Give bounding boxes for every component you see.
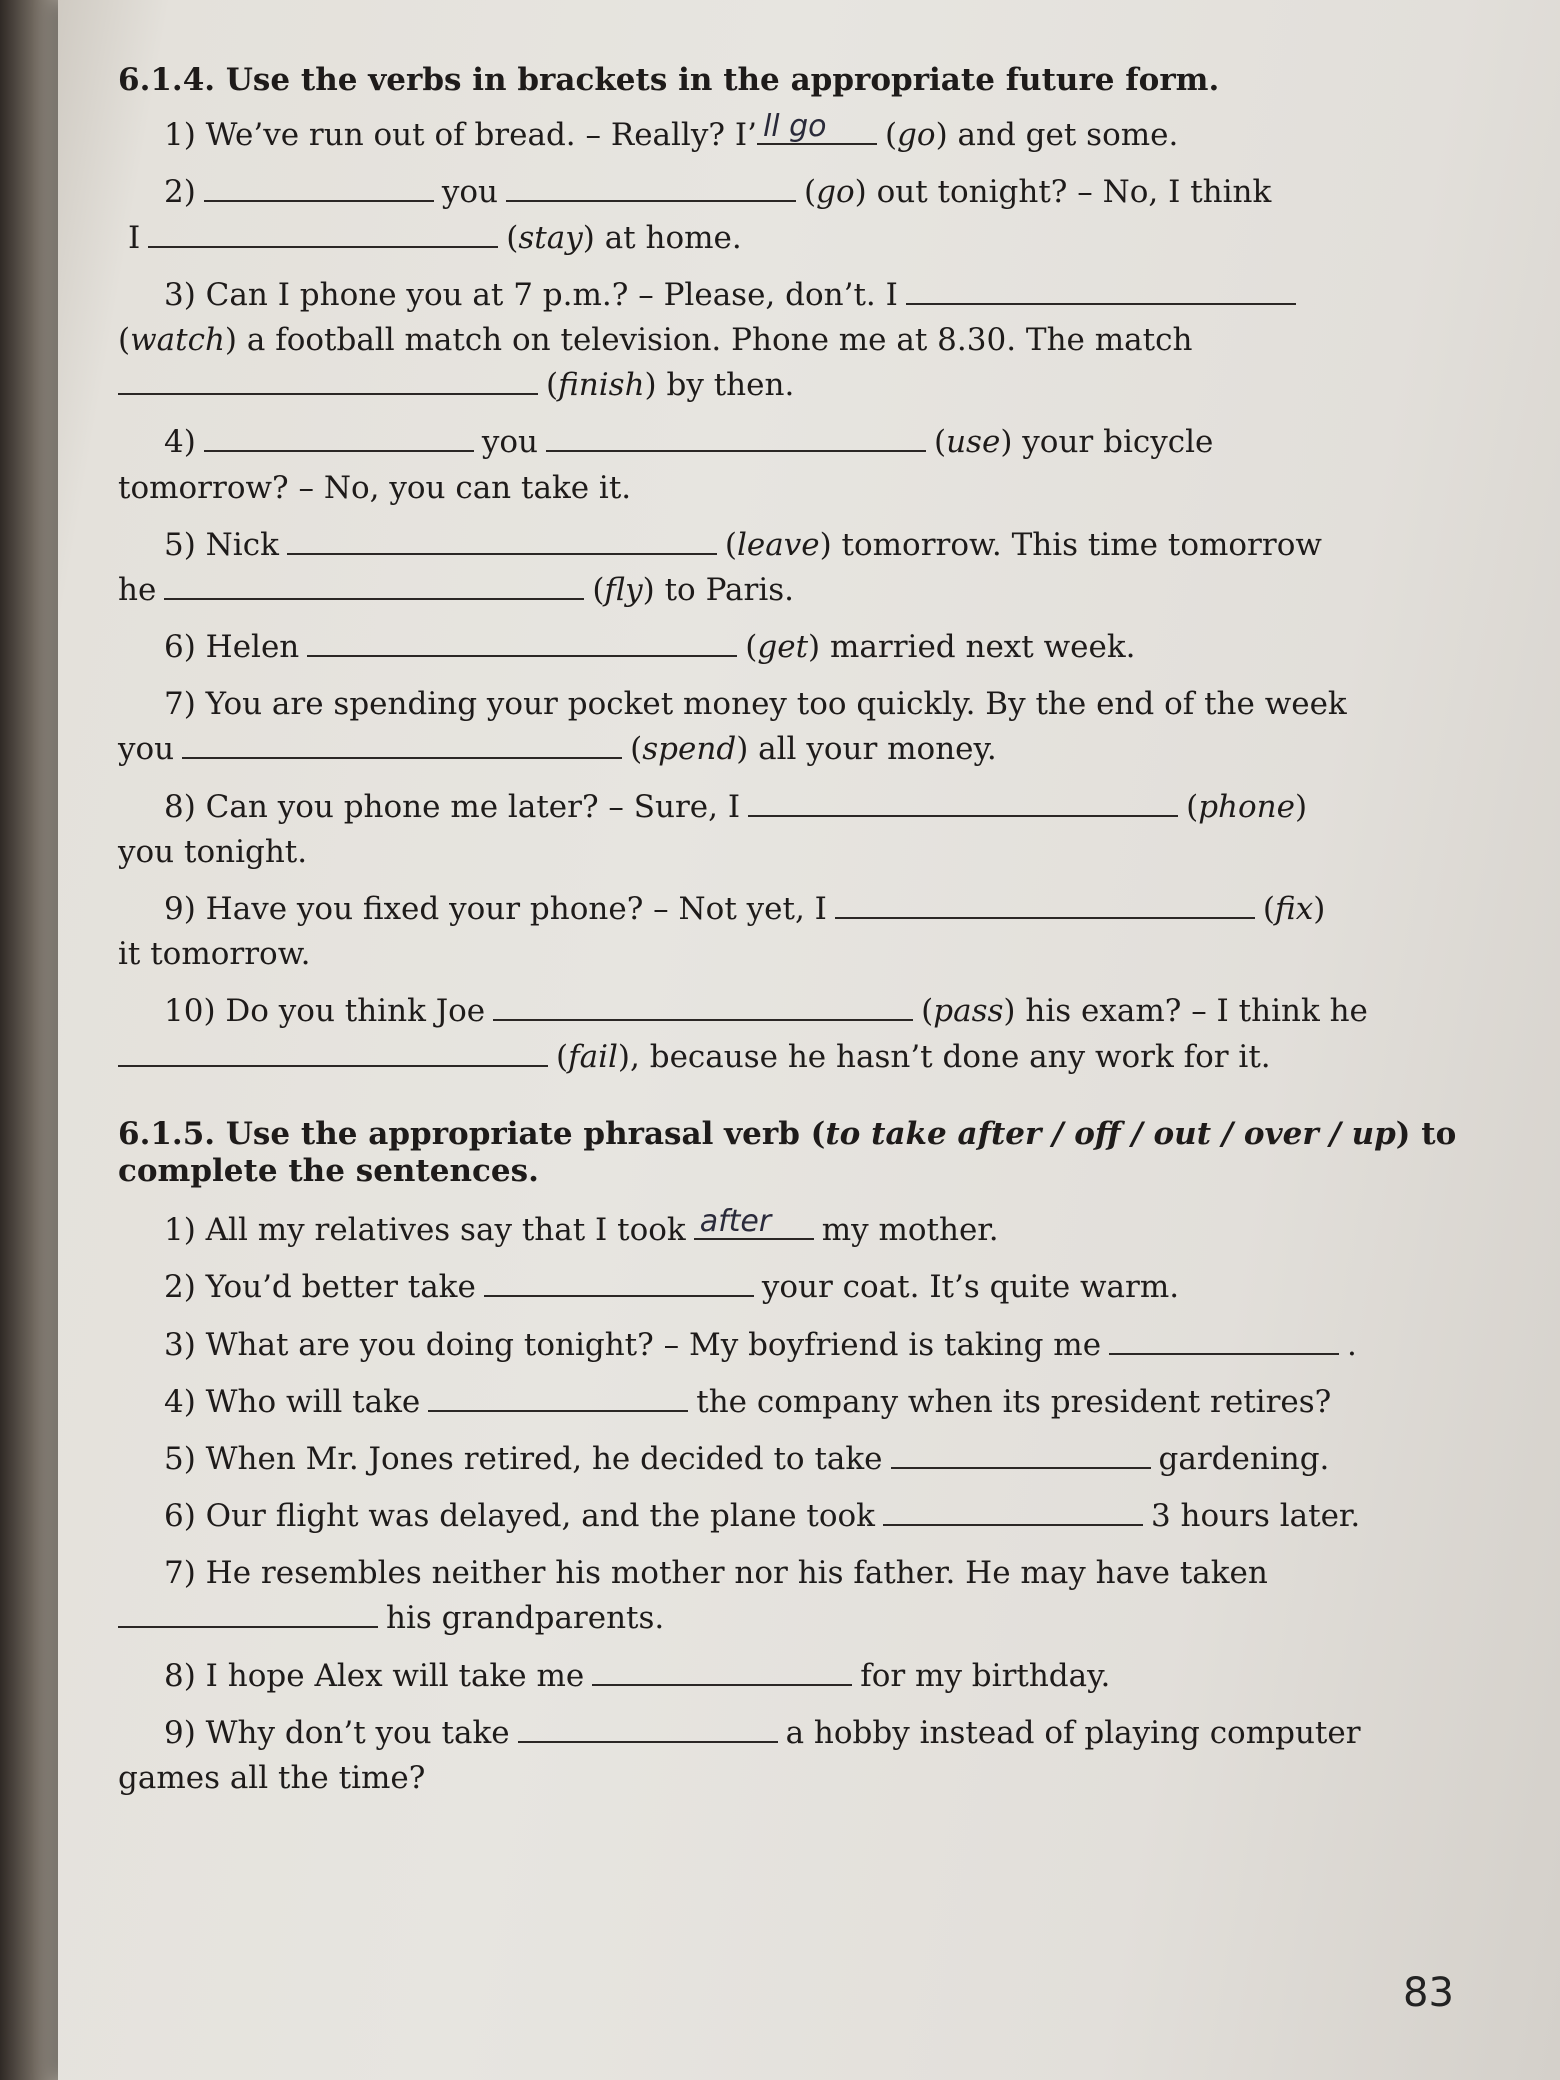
heading-text: 6.1.5. Use the appropriate phrasal verb ( xyxy=(118,1115,826,1152)
item-text: 10) Do you think Joe xyxy=(164,993,486,1030)
exercise-heading-6-1-4: 6.1.4. Use the verbs in brackets in the appropriate future form. xyxy=(118,62,1220,98)
item-text: tomorrow? – No, you can take it. xyxy=(118,469,632,506)
item-text: he xyxy=(118,571,157,608)
answer-blank[interactable] xyxy=(428,1384,688,1412)
item-text: to Paris. xyxy=(654,571,795,608)
exercise-item-8: 8) Can you phone me later? – Sure, I (phone) you tonight. xyxy=(118,788,1308,870)
answer-blank[interactable] xyxy=(694,1204,814,1240)
item-text: 9) Have you fixed your phone? – Not yet, I xyxy=(164,891,827,927)
item-text: 5) When Mr. Jones retired, he decided to take xyxy=(164,1440,883,1477)
phrasal-item-4 xyxy=(118,1374,1498,1431)
verb-hint: use xyxy=(946,424,1001,461)
verb-hint: watch xyxy=(130,321,225,358)
item-text: you xyxy=(481,424,538,461)
verb-hint: fly xyxy=(604,571,643,608)
answer-blank[interactable] xyxy=(518,1715,778,1743)
item-text: 5) Nick xyxy=(164,526,279,563)
phrasal-item-8 xyxy=(118,1648,1498,1705)
item-text: you xyxy=(118,731,175,768)
item-text: by then. xyxy=(656,367,795,404)
answer-blank[interactable] xyxy=(118,1600,378,1628)
item-text: the company when its president retires? xyxy=(696,1383,1332,1420)
phrasal-item-5 xyxy=(118,1431,1498,1488)
item-text: married next week. xyxy=(820,629,1136,666)
answer-blank[interactable] xyxy=(592,1658,852,1686)
answer-blank[interactable] xyxy=(148,220,498,248)
verb-hint: pass xyxy=(933,993,1004,1030)
heading-text: ) to complete the sentences. xyxy=(118,1115,1457,1189)
answer-blank[interactable] xyxy=(493,993,913,1021)
verb-hint: go xyxy=(897,117,936,154)
item-text: games all the time? xyxy=(118,1760,426,1796)
exercise-item-9: 9) Have you fixed your phone? – Not yet, I (fix) it tomorrow. xyxy=(118,891,1326,973)
item-text: you xyxy=(441,174,498,211)
answer-blank[interactable] xyxy=(287,527,717,555)
item-text: you tonight. xyxy=(118,833,308,870)
item-text: , because he hasn’t done any work for it. xyxy=(630,1038,1271,1075)
item-text: . xyxy=(1347,1326,1357,1363)
item-text: 6) Helen xyxy=(164,629,300,666)
answer-blank[interactable] xyxy=(906,277,1296,305)
item-text: 3) Can I phone you at 7 p.m.? – Please, don’t. I xyxy=(164,276,898,313)
verb-hint: fail xyxy=(568,1038,618,1075)
phrasal-item-9 xyxy=(118,1705,1498,1807)
exercise-item-10: 10) Do you think Joe (pass) his exam? – I think he (fail), because he hasn’t done any work for it. xyxy=(118,983,1498,1085)
answer-blank[interactable] xyxy=(506,174,796,202)
phrasal-item-2 xyxy=(118,1259,1498,1316)
item-text: out tonight? – No, I think xyxy=(866,174,1272,211)
item-text: 7) You are spending your pocket money too quickly. By the end of the week xyxy=(164,686,1347,723)
verb-hint: leave xyxy=(736,526,820,563)
item-text: 8) I hope Alex will take me xyxy=(164,1657,585,1694)
item-text: 1) We’ve run out of bread. – Really? I’ xyxy=(164,117,757,154)
item-text: your bicycle xyxy=(1012,424,1214,461)
page-number: 83 xyxy=(1403,1970,1454,2016)
answer-blank[interactable] xyxy=(182,731,622,759)
verb-hint: phone xyxy=(1198,788,1295,825)
handwritten-answer: after xyxy=(699,1204,772,1240)
answer-blank[interactable] xyxy=(118,367,538,395)
verb-hint: stay xyxy=(518,219,583,256)
item-text: 1) All my relatives say that I took xyxy=(164,1212,686,1249)
phrasal-item-7 xyxy=(118,1545,1498,1647)
exercise-item-2: 2) you (go) out tonight? – No, I think I (stay) at home. xyxy=(128,174,1272,256)
item-text: 8) Can you phone me later? – Sure, I xyxy=(164,788,741,825)
item-text: 6) Our flight was delayed, and the plane took xyxy=(164,1498,875,1535)
item-text: a football match on television. Phone me at 8.30. The match xyxy=(237,321,1193,358)
answer-blank[interactable] xyxy=(835,891,1255,919)
item-text: his exam? – I think he xyxy=(1015,993,1368,1030)
answer-blank[interactable] xyxy=(546,424,926,452)
item-text: gardening. xyxy=(1158,1440,1330,1477)
item-text: 3) What are you doing tonight? – My boyfriend is taking me xyxy=(164,1326,1102,1363)
exercise-heading-6-1-5 xyxy=(118,1116,1498,1190)
exercise-item-7: 7) You are spending your pocket money too quickly. By the end of the week you (spend) all your money. xyxy=(118,686,1347,768)
item-text: at home. xyxy=(594,219,742,256)
exercise-item-6: 6) Helen (get) married next week. xyxy=(164,629,1136,666)
answer-blank[interactable] xyxy=(757,109,877,145)
item-text: my mother. xyxy=(821,1212,999,1249)
phrasal-verb-options: to take after / off / out / over / up xyxy=(825,1115,1396,1152)
answer-blank[interactable] xyxy=(748,789,1178,817)
verb-hint: fix xyxy=(1275,891,1314,927)
item-text: 2) xyxy=(164,174,196,211)
item-text: all your money. xyxy=(748,731,997,768)
item-text: 4) Who will take xyxy=(164,1383,421,1420)
verb-hint: spend xyxy=(642,731,737,768)
phrasal-item-3 xyxy=(118,1317,1498,1374)
phrasal-item-1 xyxy=(118,1198,1498,1259)
answer-blank[interactable] xyxy=(883,1498,1143,1526)
item-text: a hobby instead of playing computer xyxy=(785,1714,1361,1751)
item-text: 9) Why don’t you take xyxy=(164,1714,510,1751)
verb-hint: go xyxy=(816,174,855,211)
item-text: 3 hours later. xyxy=(1150,1498,1361,1535)
answer-blank[interactable] xyxy=(484,1269,754,1297)
answer-blank[interactable] xyxy=(1109,1327,1339,1355)
answer-blank[interactable] xyxy=(204,424,474,452)
item-text: tomorrow. This time tomorrow xyxy=(831,526,1322,563)
item-text: 7) He resembles neither his mother nor his father. He may have taken xyxy=(164,1555,1268,1592)
exercise-item-1: 1) We’ve run out of bread. – Really? I’ ll go (go) and get some. xyxy=(164,109,1179,154)
exercise-item-4: 4) you (use) your bicycle tomorrow? – No, you can take it. xyxy=(118,424,1214,506)
item-text: it tomorrow. xyxy=(118,936,311,973)
page-content xyxy=(118,62,1498,1807)
item-text: 4) xyxy=(164,424,196,461)
item-text: I xyxy=(128,219,141,256)
item-text: his grandparents. xyxy=(386,1600,665,1637)
handwritten-answer: ll go xyxy=(762,109,827,145)
item-text: your coat. It’s quite warm. xyxy=(761,1269,1180,1306)
answer-blank[interactable] xyxy=(891,1441,1151,1469)
exercise-item-3: 3) Can I phone you at 7 p.m.? – Please, don’t. I (watch) a football match on television. Phone me at 8.30. The match (finish) by then. xyxy=(118,267,1498,415)
answer-blank[interactable] xyxy=(204,174,434,202)
item-text: 2) You’d better take xyxy=(164,1269,476,1306)
verb-hint: finish xyxy=(558,367,645,404)
phrasal-item-6 xyxy=(118,1488,1498,1545)
book-spine-shadow xyxy=(0,0,58,2080)
verb-hint: get xyxy=(757,629,809,666)
exercise-item-5: 5) Nick (leave) tomorrow. This time tomorrow he (fly) to Paris. xyxy=(118,526,1322,608)
item-text: and get some. xyxy=(947,117,1179,154)
answer-blank[interactable] xyxy=(164,572,584,600)
textbook-page xyxy=(58,0,1560,2080)
answer-blank[interactable] xyxy=(118,1039,548,1067)
item-text: for my birthday. xyxy=(860,1657,1111,1694)
answer-blank[interactable] xyxy=(307,629,737,657)
